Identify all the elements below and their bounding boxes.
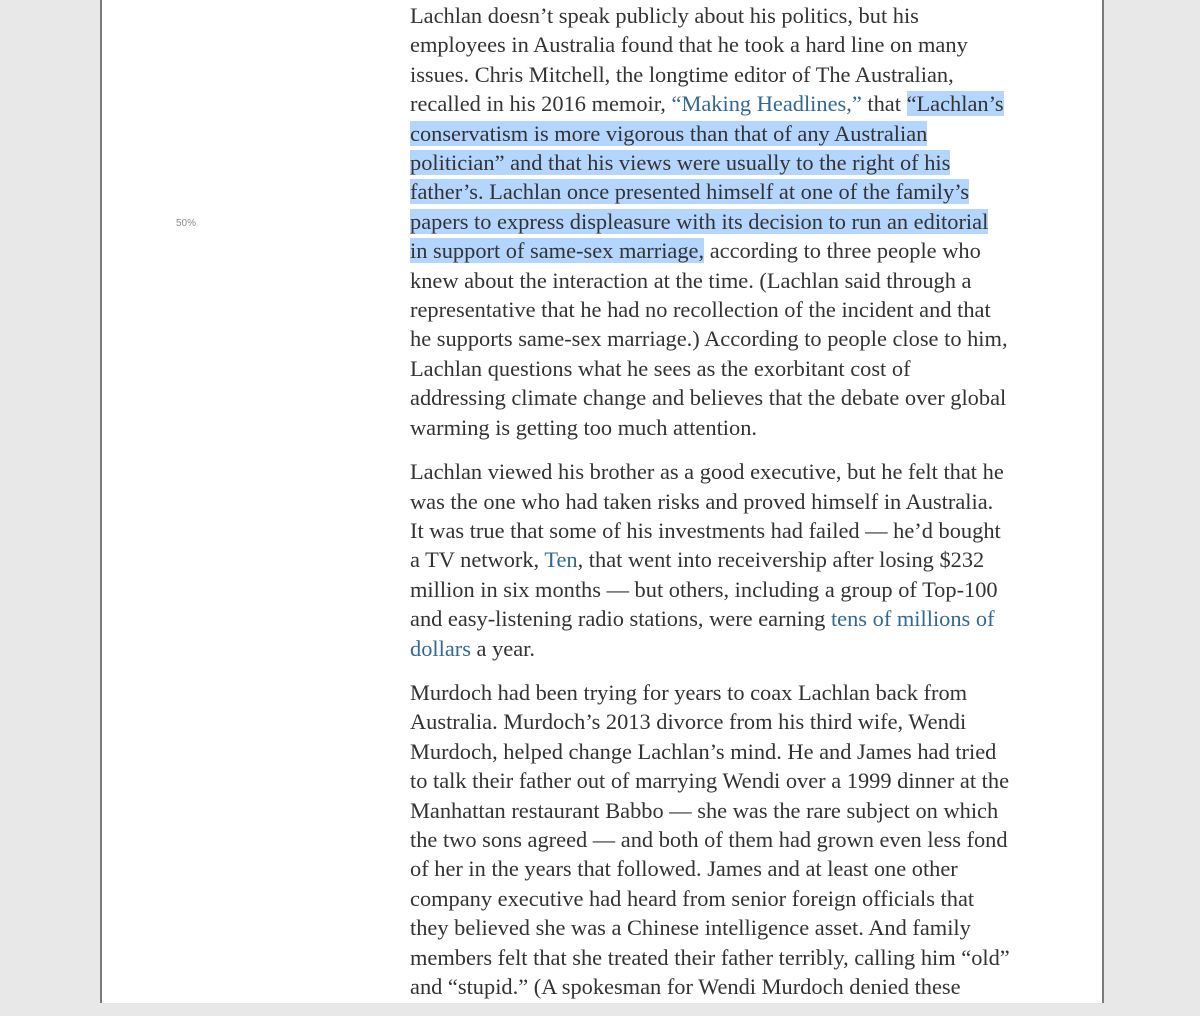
paragraph-2-tail: a year. (470, 635, 535, 661)
reading-progress-label: 50% (176, 218, 197, 229)
link-making-headlines[interactable]: “Making Headlines,” (671, 91, 862, 117)
article-paragraph-2 (410, 457, 1010, 663)
paragraph-3-text: Murdoch had been trying for years to coax Lachlan back from Australia. Murdoch’s 2013 divorce from his third wife, Wendi Murdoch, helped change Lachlan’s mind. He and James had tried to talk their father out of marrying Wendi over a 1999 dinner at the Manhattan restaurant Babbo — she was the rare subject on which the two sons agreed — and both of them had grown even less fond of her in the years that followed. James and at least one other company executive had heard from senior foreign officials that they believed she was a Chinese intelligence asset. And family members felt that she treated their father terribly, calling him “old” and “stupid.” (A spokesman for Wendi Murdoch denied these (410, 679, 1010, 999)
paragraph-2-mid: , that went into receivership after losing $232 million in six months — but others, including a group of Top-100 and easy-listening radio stations, were earning (410, 547, 998, 632)
article-body (410, 1, 1010, 1016)
paragraph-1-mid: that (861, 91, 907, 117)
selected-text-highlight: “Lachlan’s conservatism is more vigorous than that of any Australian politician” and that his views were usually to the right of his father’s. Lachlan once presented himself at one of the family’s papers to express displeasure with its decision to run an editorial in support of same-sex marriage, (410, 91, 1004, 264)
article-paragraph-3 (410, 678, 1010, 1001)
page-sheet (100, 0, 1104, 1003)
link-ten[interactable]: Ten (544, 547, 578, 573)
paragraph-1-tail: according to three people who knew about the interaction at the time. (Lachlan said through a representative that he had no recollection of the incident and that he supports same-sex marriage.) According to people close to him, Lachlan questions what he sees as the exorbitant cost of addressing climate change and believes that the debate over global warming is getting too much attention. (410, 238, 1008, 440)
article-paragraph-1 (410, 1, 1010, 442)
paragraph-1-lead: Lachlan doesn’t speak publicly about his politics, but his employees in Australia found that he took a hard line on many issues. Chris Mitchell, the longtime editor of The Australian, recalled in his 2016 memoir, (410, 3, 968, 117)
link-tens-of-millions[interactable]: tens of millions of dollars (410, 606, 995, 661)
paragraph-2-lead: Lachlan viewed his brother as a good executive, but he felt that he was the one who had taken risks and proved himself in Australia. It was true that some of his investments had failed — he’d bought a TV network, (410, 459, 1004, 573)
